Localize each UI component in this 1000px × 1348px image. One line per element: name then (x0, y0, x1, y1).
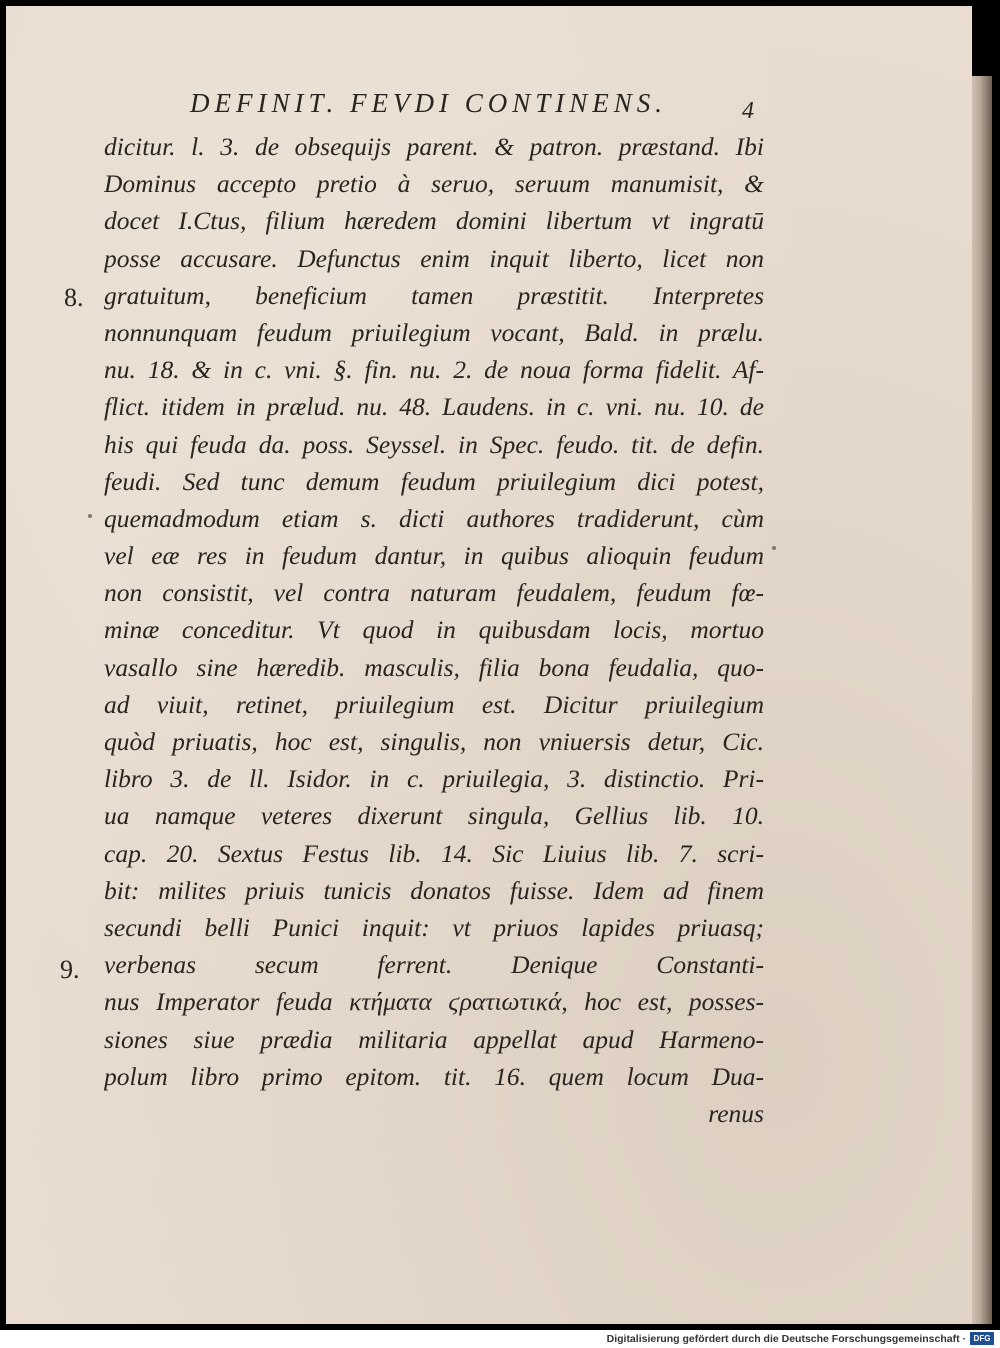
page-number: 4 (742, 98, 754, 124)
page-edge (972, 6, 992, 1324)
text-line: non consistit, vel contra naturam feudalem, feudum fœ- (104, 578, 764, 608)
text-line: his qui feuda da. poss. Seyssel. in Spec. feudo. tit. de defin. (104, 429, 764, 459)
text-line: quòd priuatis, hoc est, singulis, non vniuersis detur, Cic. (104, 727, 764, 756)
text-line: Dominus accepto pretio à seruo, seruum manumisit, & (104, 169, 764, 199)
text-line: nus Imperator feuda κτήματα ϛρατιωτικά, hoc est, posses- (104, 987, 764, 1017)
text-line: cap. 20. Sextus Festus lib. 14. Sic Liuius lib. 7. scri- (104, 838, 764, 868)
catchword: renus (708, 1098, 764, 1128)
text-line: minæ conceditur. Vt quod in quibusdam locis, mortuo (104, 615, 764, 645)
text-line: polum libro primo epitom. tit. 16. quem locum Dua- (104, 1061, 764, 1091)
text-line: bit: milites priuis tunicis donatos fuisse. Idem ad finem (104, 875, 764, 905)
text-line: ua namque veteres dixerunt singula, Gellius lib. 10. (104, 801, 764, 831)
text-line: dicitur. l. 3. de obsequijs parent. & patron. præstand. Ibi (104, 132, 764, 161)
text-line: libro 3. de ll. Isidor. in c. priuilegia, 3. distinctio. Pri- (104, 764, 764, 794)
text-line: quemadmodum etiam s. dicti authores tradiderunt, cùm (104, 503, 764, 533)
body-text (104, 128, 764, 1132)
text-line: posse accusare. Defunctus enim inquit liberto, licet non (104, 243, 764, 273)
text-line: vel eæ res in feudum dantur, in quibus alioquin feudum (104, 541, 764, 571)
margin-number-8: 8. (64, 283, 84, 312)
text-line: feudi. Sed tunc demum feudum priuilegium dici potest, (104, 466, 764, 496)
text-line: nonnunquam feudum priuilegium vocant, Bald. in prælu. (104, 317, 764, 347)
running-head: DEFINIT. FEVDI CONTINENS. (190, 88, 667, 118)
page-corner-shadow (972, 6, 1000, 76)
text-line: vasallo sine hæredib. masculis, filia bona feudalia, quo- (104, 652, 764, 682)
text-line: flict. itidem in prælud. nu. 48. Laudens. in c. vni. nu. 10. de (104, 392, 764, 422)
text-line: nu. 18. & in c. vni. §. fin. nu. 2. de noua forma fidelit. Af- (104, 355, 764, 385)
dfg-logo-icon: DFG (970, 1332, 994, 1345)
text-line: ad viuit, retinet, priuilegium est. Dicitur priuilegium (104, 689, 764, 719)
footer-credit: Digitalisierung gefördert durch die Deutsche Forschungsgemeinschaft · (606, 1333, 966, 1345)
text-line: docet I.Ctus, filium hæredem domini libertum vt ingratū (104, 206, 764, 236)
text-line: gratuitum, beneficium tamen præstitit. Interpretes (104, 280, 764, 310)
text-line: verbenas secum ferrent. Denique Constanti- (104, 950, 764, 980)
paper-speck (88, 514, 92, 518)
paper-speck (772, 546, 776, 550)
text-line: siones siue prædia militaria appellat apud Harmeno- (104, 1024, 764, 1054)
margin-number-9: 9. (60, 955, 80, 984)
text-line: secundi belli Punici inquit: vt priuos lapides priuasq; (104, 912, 764, 942)
